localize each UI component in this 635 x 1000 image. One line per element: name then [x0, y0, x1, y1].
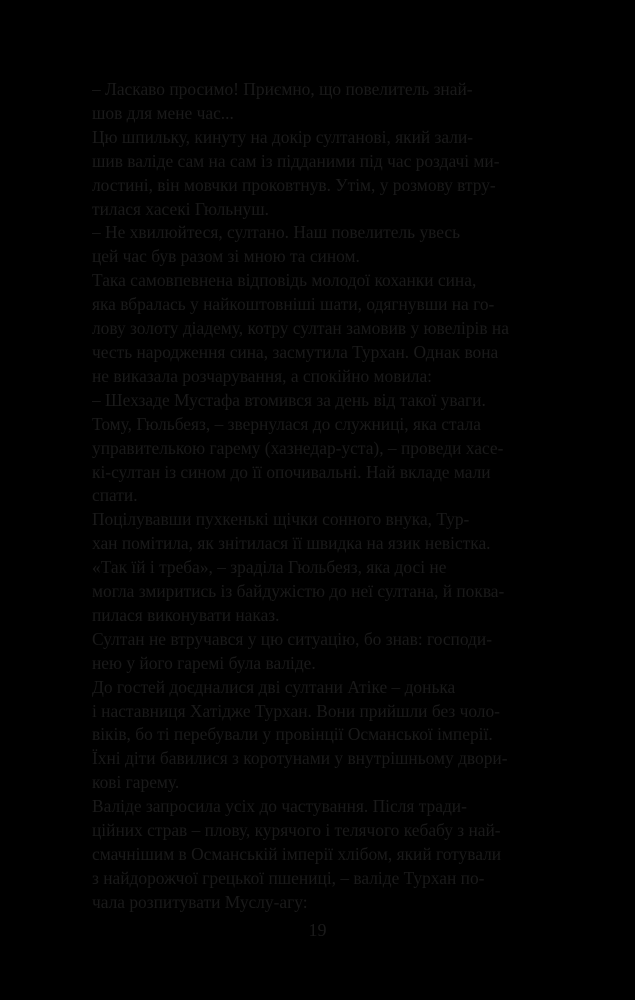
text-line: нею у його гаремі була валіде. — [92, 652, 316, 673]
text-line: Тому, Гюльбеяз, – звернулася до служниці, яка стала — [92, 413, 481, 434]
paragraph — [92, 126, 544, 222]
paragraph — [92, 508, 544, 556]
text-line: віків, бо ті перебували у провінції Османської імперії. — [92, 724, 493, 745]
paragraph — [92, 556, 544, 628]
paragraph — [92, 676, 544, 796]
text-line: – Шехзаде Мустафа втомився за день від такої уваги. — [92, 389, 486, 410]
text-line: спати. — [92, 485, 138, 506]
text-line: смачнішим в Османській імперії хлібом, який готували — [92, 844, 502, 864]
text-line: шов для мене час... — [92, 102, 234, 123]
text-line: управителькою гарему (хазнедар-уста), – проведи хасе- — [92, 437, 504, 458]
paragraph — [92, 78, 544, 126]
page-number: 19 — [308, 920, 327, 940]
text-line: Цю шпильку, кинуту на докір султанові, який зали- — [92, 126, 474, 147]
text-line: Така самовпевнена відповідь молодої коханки сина, — [92, 270, 477, 291]
text-line: шив валіде сам на сам із підданими під час роздачі ми- — [92, 150, 500, 171]
text-line: Їхні діти бавилися з коротунами у внутрішньому двори- — [92, 748, 508, 769]
paragraph — [92, 389, 544, 509]
text-line: яка вбралась у найкоштовніші шати, одягнувши на го- — [92, 294, 495, 315]
text-line: пилася виконувати наказ. — [92, 604, 280, 625]
text-line: – Не хвилюйтеся, султано. Наш повелитель увесь — [92, 222, 461, 243]
paragraph — [92, 628, 544, 676]
text-line: могла змиритись із байдужістю до неї султана, й поква- — [92, 581, 505, 602]
paragraph — [92, 269, 544, 389]
paragraph — [92, 221, 544, 269]
text-line: «Так їй і треба», – зраділа Гюльбеяз, яка досі не — [92, 557, 447, 578]
text-line: честь народження сина, засмутила Турхан. Однак вона — [92, 341, 499, 362]
text-line: з найдорожчої грецької пшениці, – валіде Турхан по- — [92, 867, 485, 888]
text-line: не виказала розчарування, а спокійно мовила: — [92, 365, 432, 386]
text-line: тилася хасекі Гюльнуш. — [92, 198, 269, 219]
text-line: ційних страв – плову, курячого і телячого кебабу з най- — [92, 820, 501, 841]
text-line: Поцілувавши пухкенькі щічки сонного внука, Тур- — [92, 509, 470, 530]
text-line: лову золоту діадему, котру султан замовив у ювелірів на — [92, 318, 509, 339]
text-line: і наставниця Хатідже Турхан. Вони прийшли без чоло- — [92, 700, 500, 721]
text-line: Султан не втручався у цю ситуацію, бо знав: господи- — [92, 628, 492, 649]
paragraph — [92, 795, 544, 915]
text-line: До гостей доєдналися дві султани Атіке – донька — [92, 676, 456, 697]
text-line: лостині, він мовчки проковтнув. Утім, у розмову втру- — [92, 174, 496, 195]
text-line: хан помітила, як знітилася її швидка на язик невістка. — [92, 533, 491, 554]
page-text — [92, 78, 544, 915]
text-line: кі-султан із сином до її опочивальні. Най вкладе мали — [92, 461, 491, 482]
text-line: кові гарему. — [92, 772, 180, 793]
text-line: – Ласкаво просимо! Приємно, що повелитель знай- — [92, 79, 473, 99]
text-line: Валіде запросила усіх до частування. Після тради- — [92, 796, 467, 817]
text-line: цей час був разом зі мною та сином. — [92, 246, 360, 267]
text-line: чала розпитувати Муслу-агу: — [92, 891, 308, 912]
